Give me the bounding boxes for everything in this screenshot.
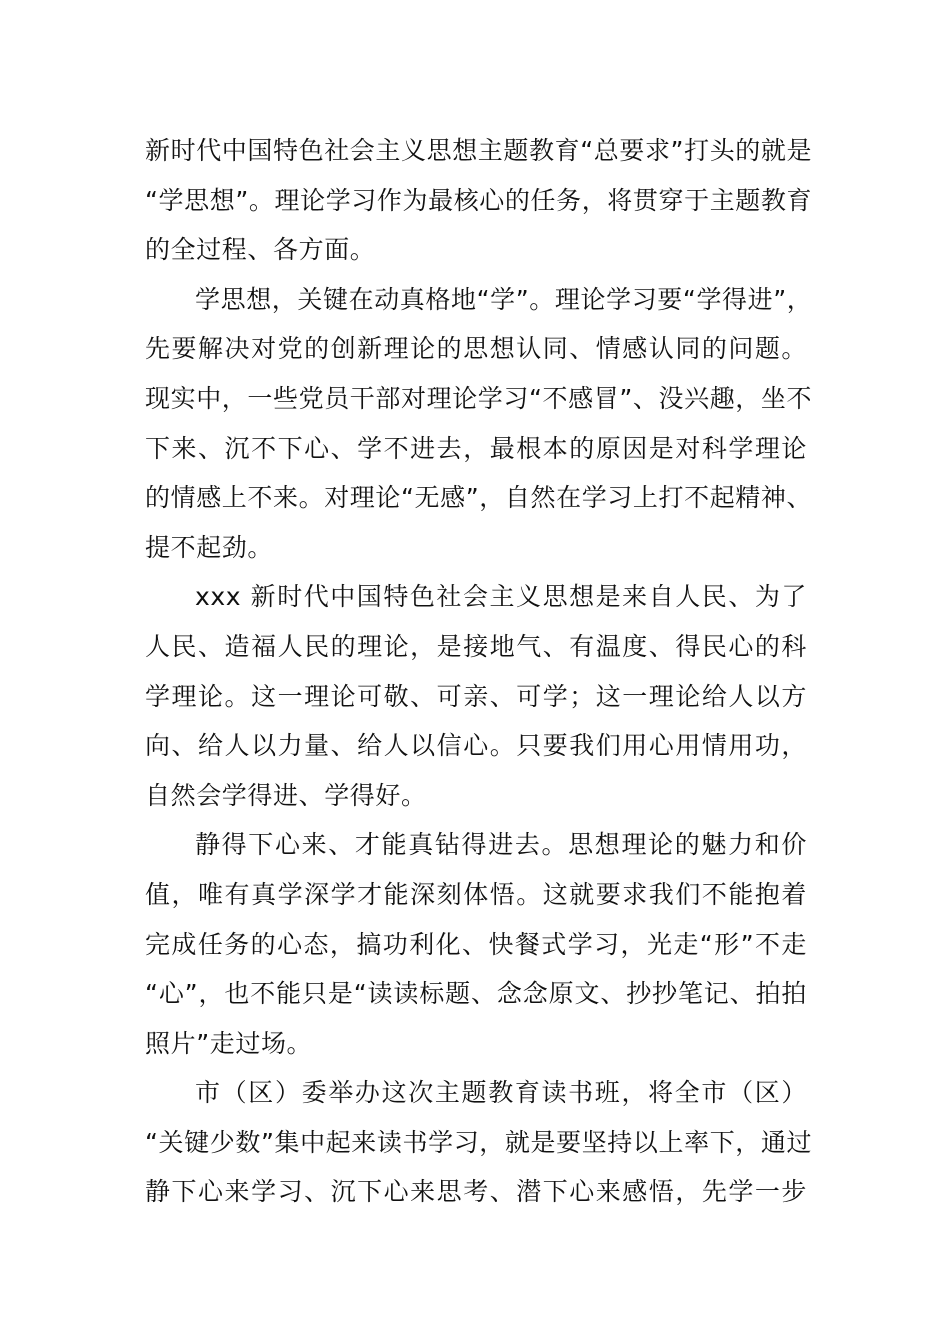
paragraph-5 [145, 1068, 813, 1217]
text-line: 市（区）委举办这次主题教育读书班，将全市（区） [195, 1078, 807, 1108]
paragraph-3 [145, 572, 807, 820]
text-line: “关键少数”集中起来读书学习，就是要坚持以上率下，通过 [145, 1127, 813, 1157]
text-line: xxx 新时代中国特色社会主义思想是来自人民、为了 [195, 582, 807, 612]
text-line: 学理论。这一理论可敬、可亲、可学；这一理论给人以方 [145, 681, 807, 711]
text-line: “学思想”。理论学习作为最核心的任务，将贯穿于主题教育 [145, 185, 813, 215]
text-line: 完成任务的心态，搞功利化、快餐式学习，光走“形”不走 [145, 929, 807, 959]
text-line: 学思想，关键在动真格地“学”。理论学习要“学得进”， [195, 284, 813, 314]
text-line: 人民、造福人民的理论，是接地气、有温度、得民心的科 [145, 631, 807, 661]
paragraph-1 [145, 126, 813, 275]
paragraph-2 [145, 275, 813, 573]
text-line: 的情感上不来。对理论“无感”，自然在学习上打不起精神、 [145, 483, 813, 513]
text-line: 现实中，一些党员干部对理论学习“不感冒”、没兴趣，坐不 [145, 383, 813, 413]
text-line: 静下心来学习、沉下心来思考、潜下心来感悟，先学一步 [145, 1177, 807, 1207]
text-line: “心”，也不能只是“读读标题、念念原文、抄抄笔记、拍拍 [145, 979, 807, 1009]
text-line: 静得下心来、才能真钻得进去。思想理论的魅力和价 [195, 830, 807, 860]
text-line: 的全过程、各方面。 [145, 235, 376, 265]
text-line: 新时代中国特色社会主义思想主题教育“总要求”打头的就是 [145, 136, 813, 165]
document-body [145, 126, 813, 1217]
text-line: 先要解决对党的创新理论的思想认同、情感认同的问题。 [145, 334, 807, 364]
text-line: 值，唯有真学深学才能深刻体悟。这就要求我们不能抱着 [145, 879, 807, 909]
text-line: 照片”走过场。 [145, 1028, 313, 1058]
text-line: 提不起劲。 [145, 532, 274, 562]
text-line: 下来、沉不下心、学不进去，最根本的原因是对科学理论 [145, 433, 807, 463]
text-line: 自然会学得进、学得好。 [145, 780, 427, 810]
text-line: 向、给人以力量、给人以信心。只要我们用心用情用功， [145, 731, 807, 761]
paragraph-4 [145, 820, 807, 1068]
